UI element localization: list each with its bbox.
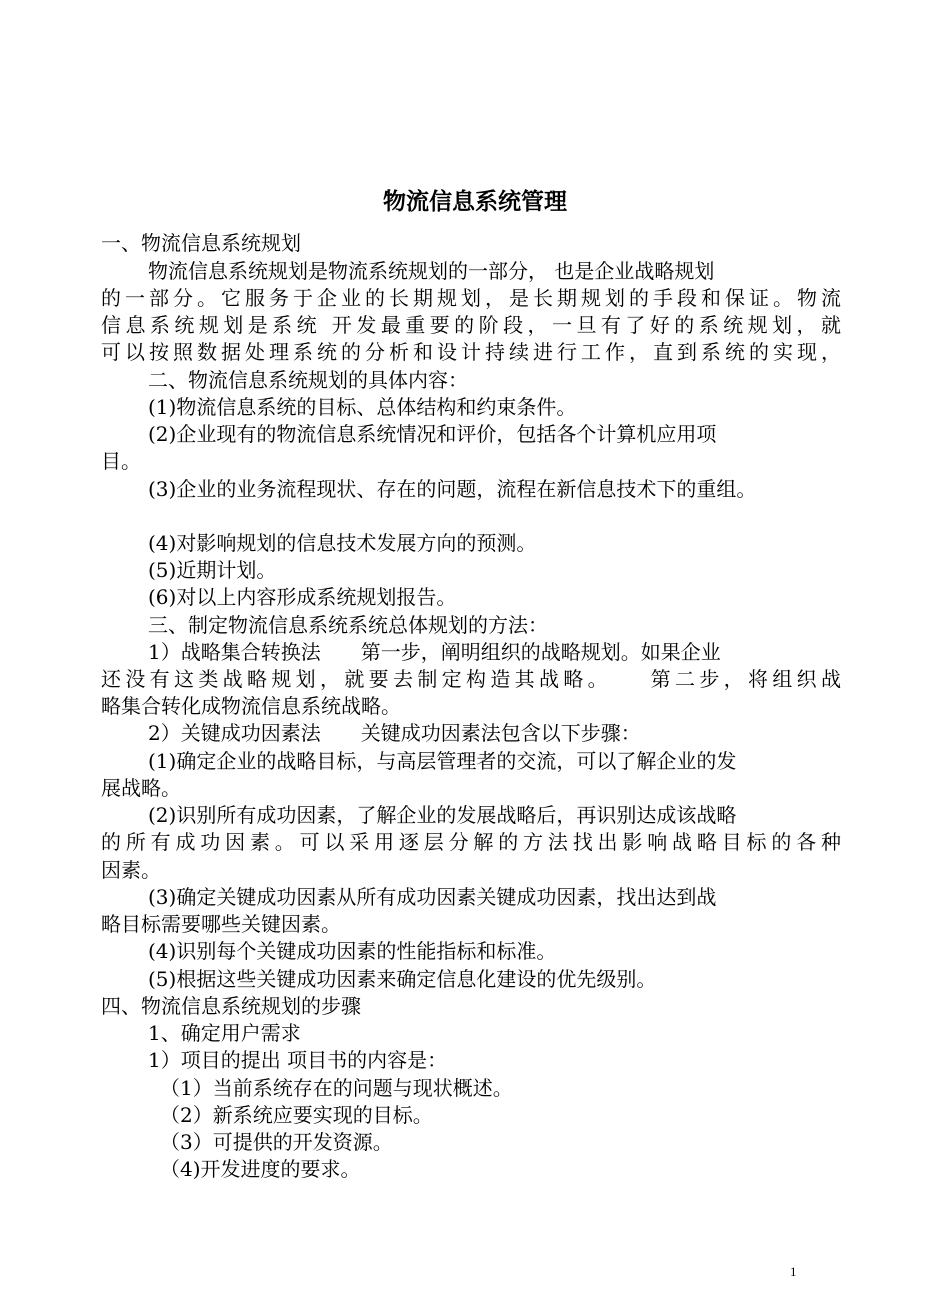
body-line: 信息系统规划是系统 开发最重要的阶段，一旦有了好的系统规划，就 — [101, 313, 841, 337]
list-item: (3)企业的业务流程现状、存在的问题，流程在新信息技术下的重组。 — [148, 477, 757, 501]
section-heading-1: 一、物流信息系统规划 — [101, 231, 301, 255]
subheading: 1）项目的提出 项目书的内容是： — [148, 1048, 448, 1072]
body-line: 2）关键成功因素法 关键成功因素法包含以下步骤： — [148, 721, 641, 745]
subheading: 1、确定用户需求 — [148, 1021, 301, 1045]
list-item-continued: 的所有成功因素。可以采用逐层分解的方法找出影响战略目标的各种 — [101, 830, 841, 854]
list-item: (5)近期计划。 — [148, 558, 277, 582]
list-item: (4)识别每个关键成功因素的性能指标和标准。 — [148, 939, 557, 963]
body-line: 略集合转化成物流信息系统战略。 — [101, 694, 401, 718]
list-item: （1）当前系统存在的问题与现状概述。 — [160, 1076, 513, 1100]
list-item: (5)根据这些关键成功因素来确定信息化建设的优先级别。 — [148, 967, 657, 991]
page-number: 1 — [790, 1264, 797, 1279]
list-item-continued: 目。 — [101, 449, 141, 473]
list-item: (1)物流信息系统的目标、总体结构和约束条件。 — [148, 395, 577, 419]
list-item: （3）可提供的开发资源。 — [160, 1130, 393, 1154]
list-item: (2)企业现有的物流信息系统情况和评价，包括各个计算机应用项 — [148, 422, 717, 446]
body-line: 1）战略集合转换法 第一步，阐明组织的战略规划。如果企业 — [148, 640, 721, 664]
list-item: （2）新系统应要实现的目标。 — [160, 1103, 433, 1127]
body-line: 还没有这类战略规划，就要去制定构造其战略。 第二步，将组织战 — [101, 667, 841, 691]
list-item: (4)对影响规划的信息技术发展方向的预测。 — [148, 531, 537, 555]
list-item-continued: 展战略。 — [101, 776, 181, 800]
body-line: 可以按照数据处理系统的分析和设计持续进行工作，直到系统的实现， — [101, 340, 841, 364]
section-heading-4: 四、物流信息系统规划的步骤 — [101, 994, 361, 1018]
body-line: 的一部分。它服务于企业的长期规划，是长期规划的手段和保证。物流 — [101, 286, 841, 310]
list-item: (6)对以上内容形成系统规划报告。 — [148, 585, 457, 609]
list-item: (2)识别所有成功因素，了解企业的发展战略后，再识别达成该战略 — [148, 803, 737, 827]
list-item: (1)确定企业的战略目标，与高层管理者的交流，可以了解企业的发 — [148, 749, 737, 773]
list-item: (3)确定关键成功因素从所有成功因素关键成功因素，找出达到战 — [148, 885, 717, 909]
page-title: 物流信息系统管理 — [383, 189, 567, 215]
list-item-continued: 因素。 — [101, 858, 161, 882]
list-item: （4)开发进度的要求。 — [160, 1157, 361, 1181]
list-item-continued: 略目标需要哪些关键因素。 — [101, 912, 341, 936]
section-heading-3: 三、制定物流信息系统系统总体规划的方法： — [148, 613, 548, 637]
body-line: 物流信息系统规划是物流系统规划的一部分， 也是企业战略规划 — [148, 259, 715, 283]
section-heading-2: 二、物流信息系统规划的具体内容： — [148, 368, 468, 392]
